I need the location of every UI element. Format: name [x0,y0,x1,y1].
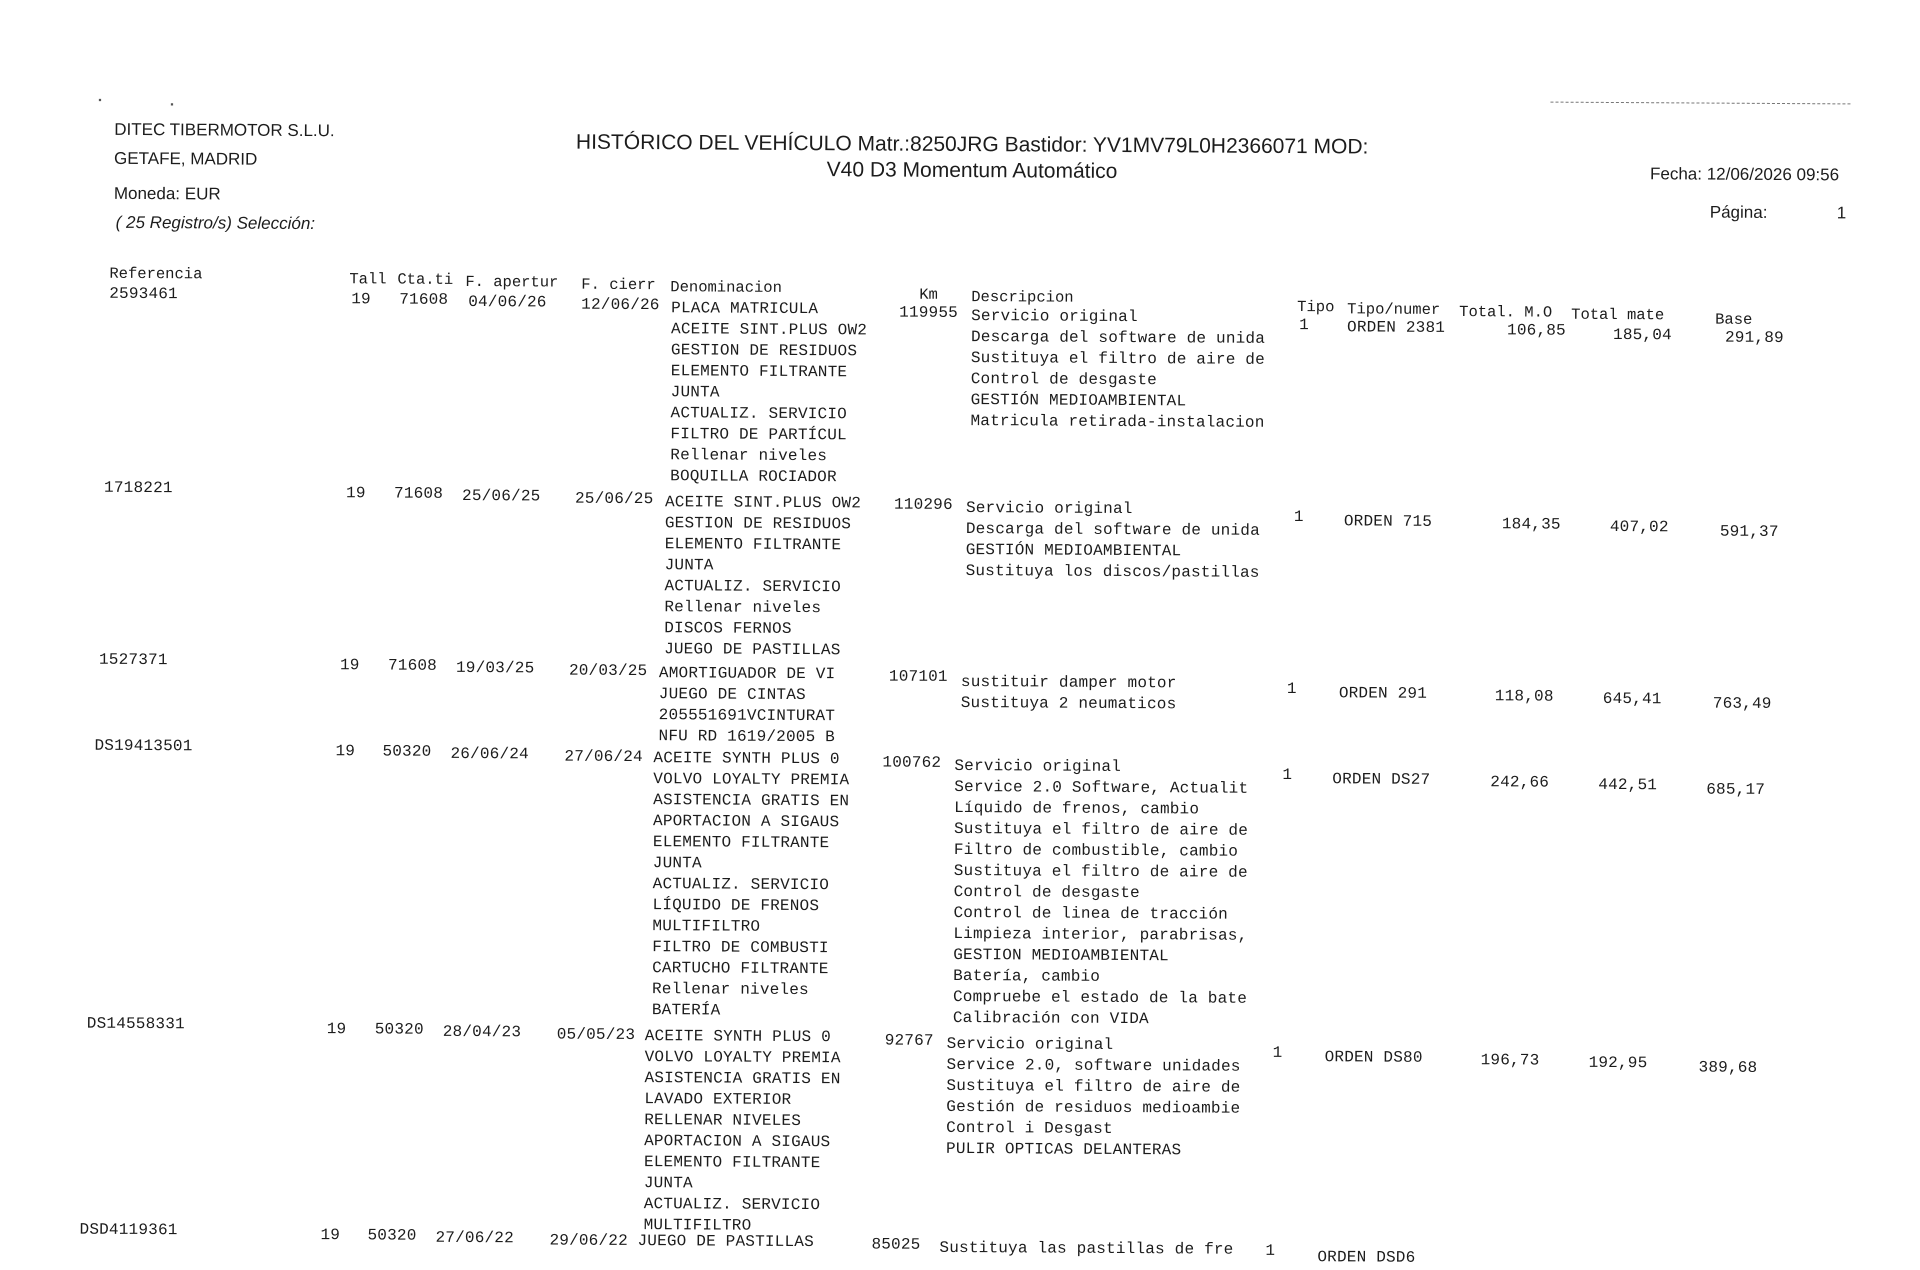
orden-cell: ORDEN 2381 [1347,318,1446,337]
currency-label: Moneda: EUR [113,183,221,204]
denominacion-line: FILTRO DE COMBUSTI [652,938,829,958]
close-date-cell: 25/06/25 [574,489,654,509]
descripcion-line: sustituir damper motor [960,673,1177,693]
descripcion-line: Control de desgaste [953,882,1140,903]
orden-cell: ORDEN DS80 [1324,1048,1423,1067]
col-tipo: Tipo [1297,298,1335,317]
tall-cell: 19 [351,290,371,309]
close-date-cell: 05/05/23 [556,1025,636,1045]
denominacion-line: ACTUALIZ. SERVICIO [670,404,848,424]
denominacion-line: JUEGO DE PASTILLAS [664,640,841,660]
descripcion-line: Matricula retirada-instalacion [970,412,1265,432]
close-date-cell: 27/06/24 [564,747,643,767]
col-cta: Cta.ti [397,270,454,289]
col-referencia: Referencia [109,264,203,284]
denominacion-line: PLACA MATRICULA [671,299,819,319]
descripcion-list [939,1238,1233,1261]
ref-cell: 2593461 [109,284,178,304]
descripcion-line: Sustituya el filtro de aire de [953,861,1248,882]
denominacion-line: GESTION DE RESIDUOS [664,514,852,534]
title-line-1: HISTÓRICO DEL VEHÍCULO Matr.:8250JRG Bastidor: YV1MV79L0H2366071 MOD: [575,130,1369,159]
total-mat-cell: 192,95 [1588,1053,1648,1073]
denominacion-line: ACEITE SYNTH PLUS 0 [653,749,840,769]
denominacion-line: VOLVO LOYALTY PREMIA [644,1048,841,1068]
denominacion-line: RELLENAR NIVELES [644,1111,802,1131]
descripcion-line: Servicio original [965,499,1133,519]
tipo-cell: 1 [1299,316,1309,335]
km-cell: 85025 [871,1235,921,1254]
base-cell: 389,68 [1698,1058,1758,1077]
descripcion-list [961,672,1177,715]
denominacion-line: ACTUALIZ. SERVICIO [652,875,830,895]
denominacion-line: JUNTA [643,1174,693,1193]
denominacion-line: DISCOS FERNOS [664,619,792,638]
col-apertura: F. apertur [465,272,559,292]
total-mo-cell: 184,35 [1501,515,1561,534]
orden-cell: ORDEN 715 [1343,512,1433,531]
denominacion-line: ELEMENTO FILTRANTE [664,535,842,555]
ref-cell: DS14558331 [86,1014,185,1034]
denominacion-line: MULTIFILTRO [643,1216,752,1235]
denominacion-line: FILTRO DE PARTÍCUL [670,425,847,445]
denominacion-list [670,298,867,488]
denominacion-list [652,748,850,1022]
descripcion-line: Sustituya el filtro de aire de [970,349,1265,369]
base-cell: 685,17 [1706,780,1766,799]
denominacion-line: Rellenar niveles [664,598,822,618]
denominacion-line: JUNTA [670,383,720,402]
orden-cell: ORDEN DS27 [1332,770,1431,789]
col-km: Km [919,285,938,304]
descripcion-line: Control i Desgast [946,1118,1113,1138]
descripcion-line: GESTIÓN MEDIOAMBIENTAL [965,541,1182,561]
open-date-cell: 19/03/25 [455,658,535,678]
col-denominacion: Denominacion [670,278,782,297]
cta-cell: 50320 [367,1226,417,1245]
descripcion-line: Servicio original [946,1034,1114,1054]
descripcion-line: GESTIÓN MEDIOAMBIENTAL [970,391,1187,411]
denominacion-line: AMORTIGUADOR DE VI [658,664,836,684]
total-mat-cell: 442,51 [1598,775,1658,795]
page-label: Página: [1709,202,1768,222]
total-mo-cell: 118,08 [1494,687,1554,706]
descripcion-line: Sustituya el filtro de aire de [946,1076,1241,1097]
descripcion-line: Service 2.0, software unidades [946,1055,1241,1076]
scan-speck: ▪ [98,94,102,105]
col-total-mo: Total. M.O [1459,303,1553,322]
open-date-cell: 26/06/24 [450,744,529,764]
total-mo-cell: 196,73 [1480,1051,1540,1070]
scan-edge-line [1550,102,1850,105]
col-tipo-numero: Tipo/numer [1347,300,1441,319]
total-mo-cell: 242,66 [1490,773,1550,792]
descripcion-line: PULIR OPTICAS DELANTERAS [946,1139,1182,1160]
denominacion-line: JUEGO DE CINTAS [658,685,806,705]
close-date-cell: 29/06/22 [549,1231,628,1250]
descripcion-line: Descarga del software de unida [970,328,1266,348]
denominacion-line: LÍQUIDO DE FRENOS [652,896,820,916]
cta-cell: 50320 [374,1020,424,1039]
report-date: Fecha: 12/06/2026 09:56 [1649,164,1840,185]
denominacion-line: LAVADO EXTERIOR [644,1090,792,1109]
denominacion-line: GESTION DE RESIDUOS [670,341,858,361]
km-cell: 107101 [888,667,948,686]
denominacion-line: 205551691VCINTURAT [658,706,836,726]
tall-cell: 19 [326,1020,347,1039]
col-cierre: F. cierr [581,275,656,295]
denominacion-line: ACTUALIZ. SERVICIO [643,1195,821,1215]
denominacion-line: Rellenar niveles [651,980,809,1000]
denominacion-line: ASISTENCIA GRATIS EN [644,1069,841,1089]
km-cell: 119955 [899,303,959,322]
tall-cell: 19 [320,1226,341,1245]
denominacion-line: ACTUALIZ. SERVICIO [664,577,841,597]
denominacion-line: ELEMENTO FILTRANTE [652,833,830,853]
ref-cell: DSD4119361 [79,1220,178,1240]
close-date-cell: 12/06/26 [581,295,660,315]
denominacion-line: ELEMENTO FILTRANTE [643,1153,821,1173]
total-mat-cell: 645,41 [1602,689,1662,709]
tipo-cell: 1 [1265,1241,1276,1260]
base-cell: 291,89 [1724,328,1784,348]
tall-cell: 19 [345,484,366,503]
cta-cell: 71608 [399,290,449,309]
orden-cell: ORDEN 291 [1338,684,1428,703]
descripcion-list [953,756,1249,1031]
open-date-cell: 25/06/25 [461,486,541,506]
descripcion-line: Sustituya el filtro de aire de [953,819,1249,840]
denominacion-line: Rellenar niveles [670,446,828,466]
descripcion-line: Filtro de combustible, cambio [953,840,1239,861]
descripcion-line: Calibración con VIDA [952,1008,1149,1029]
company-name: DITEC TIBERMOTOR S.L.U. [114,119,335,141]
denominacion-list [664,492,861,661]
descripcion-list [946,1034,1241,1162]
descripcion-line: Control de linea de tracción [953,903,1229,924]
km-cell: 100762 [882,753,942,772]
denominacion-line: JUNTA [664,556,714,575]
col-descripcion: Descripcion [971,288,1074,307]
descripcion-line: Servicio original [954,756,1122,776]
descripcion-line: Limpieza interior, parabrisas, [953,924,1248,945]
col-base: Base [1715,310,1753,329]
tall-cell: 19 [335,742,356,761]
open-date-cell: 04/06/26 [468,292,547,312]
denominacion-line: APORTACION A SIGAUS [653,812,840,832]
close-date-cell: 20/03/25 [568,661,648,681]
descripcion-line: GESTION MEDIOAMBIENTAL [953,945,1169,966]
denominacion-line: CARTUCHO FILTRANTE [652,959,829,979]
tipo-cell: 1 [1272,1043,1283,1062]
denominacion-list [637,1231,814,1253]
descripcion-line: Descarga del software de unida [965,520,1260,540]
cta-cell: 71608 [393,484,444,503]
page-title [542,129,1402,186]
col-total-mat: Total mate [1571,305,1665,325]
orden-cell: ORDEN DSD6 [1317,1248,1416,1267]
cta-cell: 50320 [382,742,432,761]
ref-cell: 1527371 [98,650,168,670]
tipo-cell: 1 [1286,680,1297,699]
descripcion-line: Control de desgaste [970,370,1158,390]
ref-cell: 1718221 [104,478,173,498]
total-mat-cell: 407,02 [1609,517,1669,537]
total-mat-cell: 185,04 [1612,325,1672,345]
descripcion-line: Servicio original [971,307,1138,327]
denominacion-line: ELEMENTO FILTRANTE [670,362,848,382]
denominacion-line: ACEITE SINT.PLUS OW2 [664,493,862,513]
col-tall: Tall [349,270,387,289]
page-number: 1 [1836,203,1847,223]
denominacion-line: JUEGO DE PASTILLAS [637,1232,814,1252]
open-date-cell: 27/06/22 [435,1228,514,1248]
company-location: GETAFE, MADRID [114,148,258,169]
denominacion-line: MULTIFILTRO [652,917,761,936]
scan-speck: ▪ [170,99,174,110]
descripcion-line: Sustituya las pastillas de fre [939,1238,1234,1259]
denominacion-line: ACEITE SYNTH PLUS 0 [644,1027,832,1047]
denominacion-list [659,663,836,748]
title-line-2: V40 D3 Momentum Automático [826,158,1118,183]
open-date-cell: 28/04/23 [442,1022,522,1042]
descripcion-line: Líquido de frenos, cambio [954,798,1200,819]
km-cell: 92767 [884,1031,934,1050]
denominacion-line: ASISTENCIA GRATIS EN [653,791,850,811]
descripcion-line: Gestión de residuos medioambie [946,1097,1241,1118]
denominacion-line: NFU RD 1619/2005 B [658,727,836,747]
km-cell: 110296 [893,495,953,514]
denominacion-line: ACEITE SINT.PLUS OW2 [671,320,868,340]
base-cell: 763,49 [1712,694,1772,713]
denominacion-line: BOQUILLA ROCIADOR [670,467,837,487]
total-mo-cell: 106,85 [1507,321,1566,340]
denominacion-list [644,1026,841,1237]
base-cell: 591,37 [1719,522,1779,542]
descripcion-line: Service 2.0 Software, Actualit [954,777,1249,798]
descripcion-line: Compruebe el estado de la bate [952,987,1248,1008]
selection-label: ( 25 Registro/s) Selección: [115,212,316,234]
denominacion-line: VOLVO LOYALTY PREMIA [653,770,850,790]
descripcion-line: Sustituya los discos/pastillas [965,562,1260,582]
ref-cell: DS19413501 [94,736,193,756]
tipo-cell: 1 [1293,508,1304,527]
denominacion-line: JUNTA [652,854,702,873]
cta-cell: 71608 [387,656,438,675]
tipo-cell: 1 [1282,765,1293,785]
denominacion-line: BATERÍA [651,1001,721,1020]
descripcion-line: Sustituya 2 neumaticos [960,694,1177,714]
descripcion-line: Batería, cambio [953,966,1101,986]
denominacion-line: APORTACION A SIGAUS [644,1132,831,1152]
descripcion-list [966,498,1261,584]
descripcion-list [970,306,1265,434]
tall-cell: 19 [339,656,360,675]
